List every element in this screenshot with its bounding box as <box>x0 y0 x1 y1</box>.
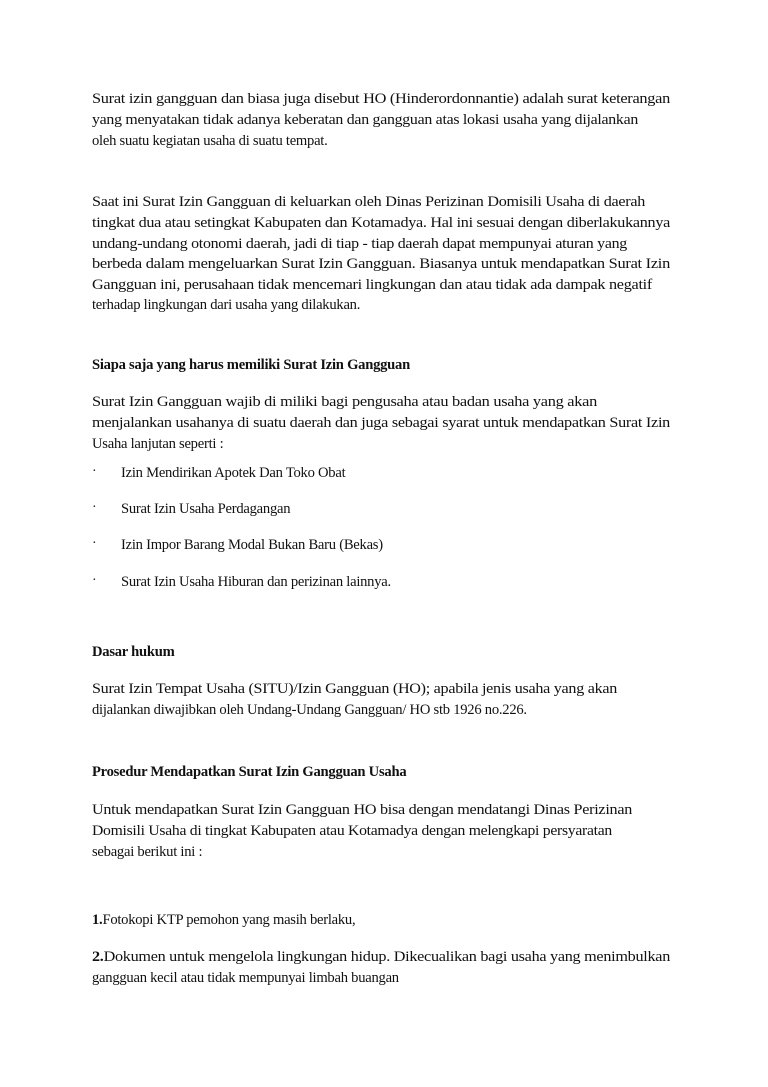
list-item: Izin Impor Barang Modal Bukan Baru (Bekas) <box>121 537 383 553</box>
paragraph-line: Gangguan ini, perusahaan tidak mencemari lingkungan dan atau tidak ada dampak negatif <box>92 277 652 293</box>
paragraph-line: oleh suatu kegiatan usaha di suatu tempat. <box>92 133 328 149</box>
paragraph-line: Untuk mendapatkan Surat Izin Gangguan HO bisa dengan mendatangi Dinas Perizinan <box>92 802 632 818</box>
list-item: Surat Izin Usaha Perdagangan <box>121 501 291 517</box>
section-heading: Dasar hukum <box>92 644 175 660</box>
item-text: Dokumen untuk mengelola lingkungan hidup. Dikecualikan bagi usaha yang menimbulkan <box>103 949 670 965</box>
paragraph-line: Usaha lanjutan seperti : <box>92 436 224 452</box>
item-number: 1. <box>92 912 103 928</box>
numbered-item <box>92 969 399 987</box>
item-text: gangguan kecil atau tidak mempunyai limbah buangan <box>92 970 399 986</box>
section-heading: Prosedur Mendapatkan Surat Izin Gangguan Usaha <box>92 764 407 780</box>
paragraph-line: berbeda dalam mengeluarkan Surat Izin Gangguan. Biasanya untuk mendapatkan Surat Izin <box>92 256 670 272</box>
paragraph-line: Surat Izin Gangguan wajib di miliki bagi pengusaha atau badan usaha yang akan <box>92 394 597 410</box>
list-item: Surat Izin Usaha Hiburan dan perizinan lainnya. <box>121 574 391 590</box>
paragraph-line: Surat izin gangguan dan biasa juga disebut HO (Hinderordonnantie) adalah surat keterangan <box>92 91 670 107</box>
bullet-icon: · <box>92 573 97 588</box>
section-heading: Siapa saja yang harus memiliki Surat Izin Gangguan <box>92 357 410 373</box>
bullet-icon: · <box>92 536 97 551</box>
item-text: Fotokopi KTP pemohon yang masih berlaku, <box>102 912 356 928</box>
paragraph-line: terhadap lingkungan dari usaha yang dilakukan. <box>92 297 361 313</box>
paragraph-line: Domisili Usaha di tingkat Kabupaten atau Kotamadya dengan melengkapi persyaratan <box>92 823 612 839</box>
bullet-icon: · <box>92 464 97 479</box>
paragraph-line: menjalankan usahanya di suatu daerah dan juga sebagai syarat untuk mendapatkan Surat Izin <box>92 415 670 431</box>
paragraph-line: dijalankan diwajibkan oleh Undang-Undang Gangguan/ HO stb 1926 no.226. <box>92 702 527 718</box>
paragraph-line: sebagai berikut ini : <box>92 844 203 860</box>
item-number: 2. <box>92 949 104 965</box>
list-item: Izin Mendirikan Apotek Dan Toko Obat <box>121 465 346 481</box>
paragraph-line: Saat ini Surat Izin Gangguan di keluarkan oleh Dinas Perizinan Domisili Usaha di daerah <box>92 194 645 210</box>
paragraph-line: Surat Izin Tempat Usaha (SITU)/Izin Gangguan (HO); apabila jenis usaha yang akan <box>92 681 617 697</box>
bullet-icon: · <box>92 500 97 515</box>
numbered-item <box>92 948 670 966</box>
numbered-item <box>92 911 355 929</box>
paragraph-line: undang-undang otonomi daerah, jadi di tiap - tiap daerah dapat mempunyai aturan yang <box>92 236 627 252</box>
paragraph-line: yang menyatakan tidak adanya keberatan dan gangguan atas lokasi usaha yang dijalankan <box>92 112 638 128</box>
paragraph-line: tingkat dua atau setingkat Kabupaten dan Kotamadya. Hal ini sesuai dengan diberlakukannya <box>92 215 670 231</box>
